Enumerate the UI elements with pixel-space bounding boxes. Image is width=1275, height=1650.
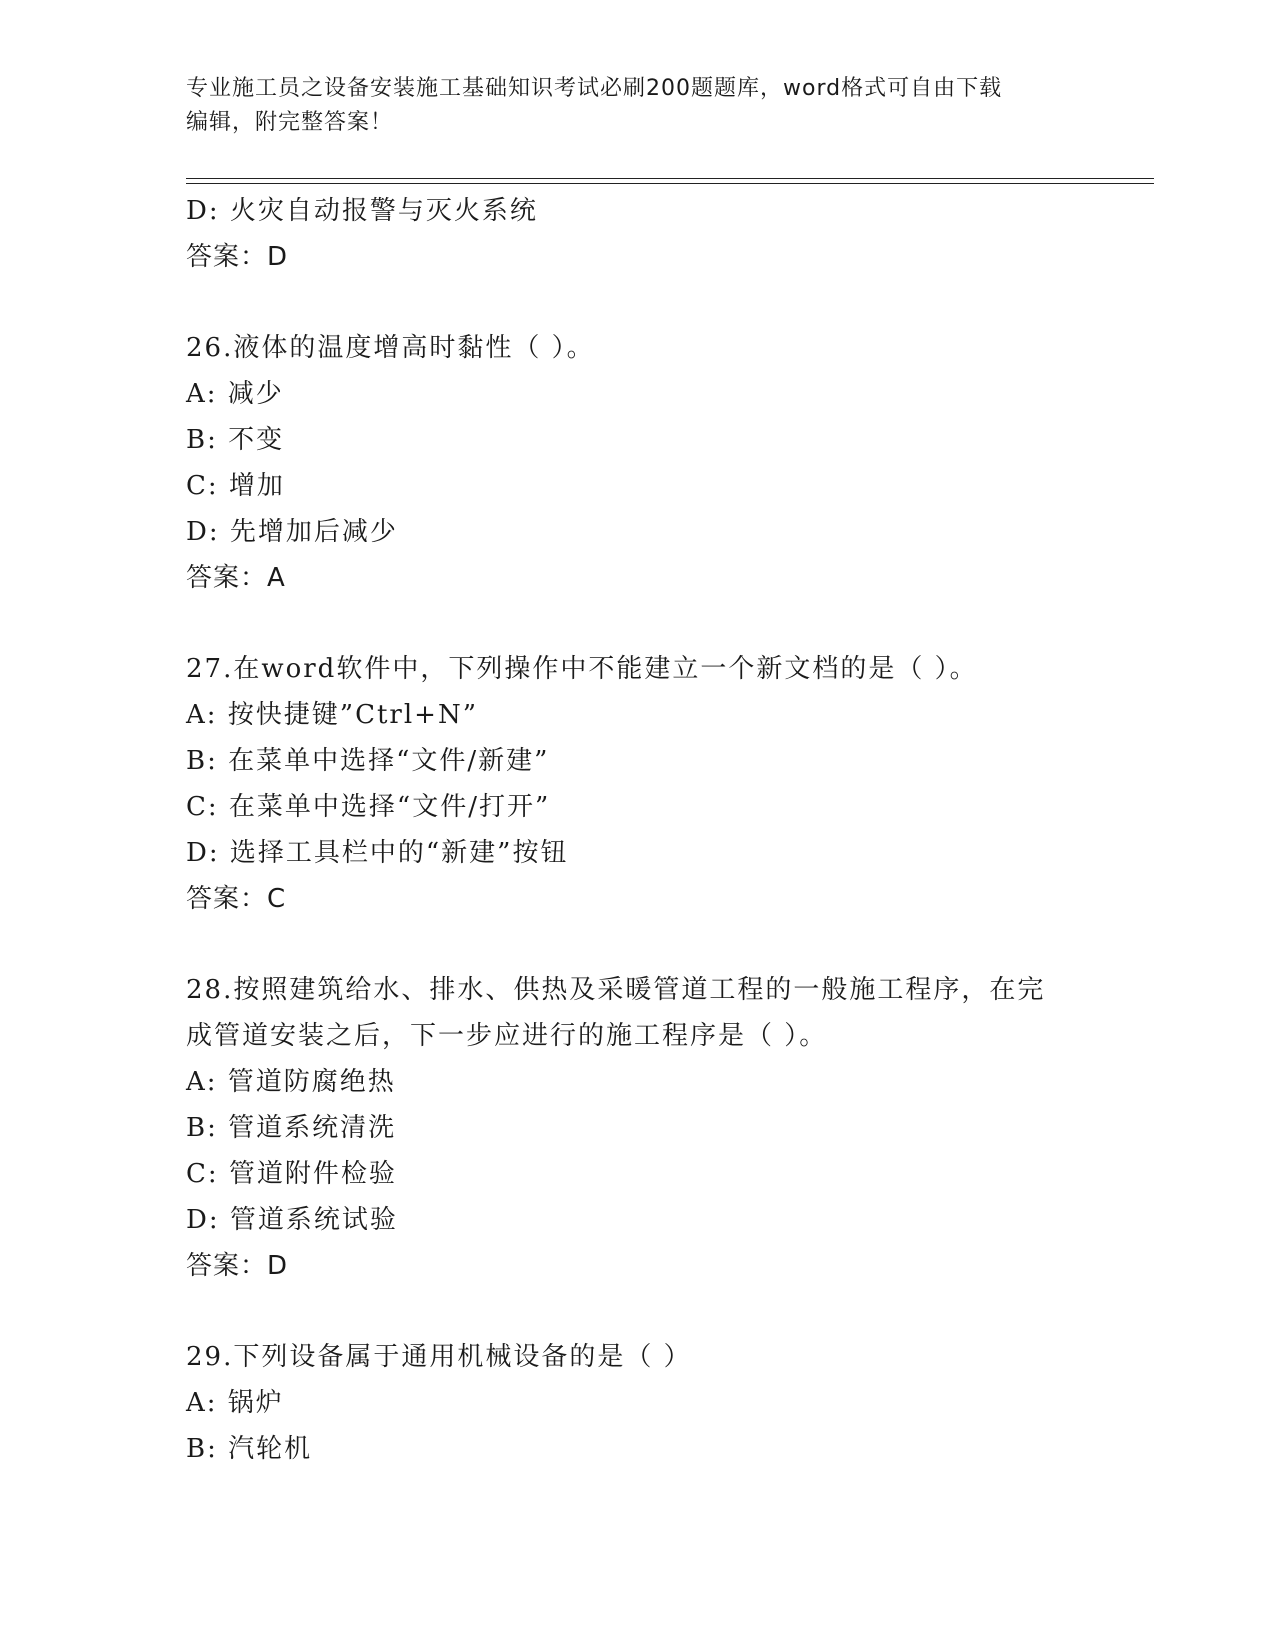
question-28 [186, 967, 1156, 1289]
question-29 [186, 1334, 1156, 1472]
question-27 [186, 646, 1156, 922]
question-26 [186, 325, 1156, 601]
answer: 答案：A [186, 563, 286, 593]
question-stem: 26.液体的温度增高时黏性（ ）。 [186, 333, 595, 363]
document-header [186, 72, 1086, 140]
question-stem: 27.在word软件中，下列操作中不能建立一个新文档的是（ ）。 [186, 654, 978, 684]
option-a: A: 管道防腐绝热 [186, 1067, 396, 1097]
option-c: C: 增加 [186, 471, 285, 501]
option-d: D: 选择工具栏中的“新建”按钮 [186, 838, 569, 868]
option-a: A: 按快捷键”Ctrl+N” [186, 700, 479, 730]
question-stem: 29.下列设备属于通用机械设备的是（ ） [186, 1342, 692, 1372]
option-b: B: 管道系统清洗 [186, 1113, 397, 1143]
header-divider-bottom [186, 183, 1154, 184]
option-a: A: 锅炉 [186, 1388, 284, 1418]
option-d: D: 管道系统试验 [186, 1205, 398, 1235]
option-b: B: 汽轮机 [186, 1434, 313, 1464]
option-d: D: 先增加后减少 [186, 517, 398, 547]
question-stem-line-2: 成管道安装之后，下一步应进行的施工程序是（ ）。 [186, 1021, 828, 1051]
header-line-2: 编辑，附完整答案！ [186, 110, 394, 135]
option-c: C: 在菜单中选择“文件/打开” [186, 792, 551, 822]
option-c: C: 管道附件检验 [186, 1159, 397, 1189]
answer: 答案：C [186, 884, 287, 914]
question-stem-line-1: 28.按照建筑给水、排水、供热及采暖管道工程的一般施工程序，在完 [186, 975, 1046, 1005]
option-b: B: 不变 [186, 425, 285, 455]
option-b: B: 在菜单中选择“文件/新建” [186, 746, 550, 776]
header-line-1: 专业施工员之设备安装施工基础知识考试必刷200题题库，word格式可自由下载 [186, 76, 1003, 101]
prev-answer: 答案：D [186, 242, 289, 272]
answer: 答案：D [186, 1251, 289, 1281]
prev-option-d: D: 火灾自动报警与灭火系统 [186, 196, 538, 226]
question-list [186, 188, 1156, 1472]
header-divider-top [186, 178, 1154, 179]
option-a: A: 减少 [186, 379, 284, 409]
